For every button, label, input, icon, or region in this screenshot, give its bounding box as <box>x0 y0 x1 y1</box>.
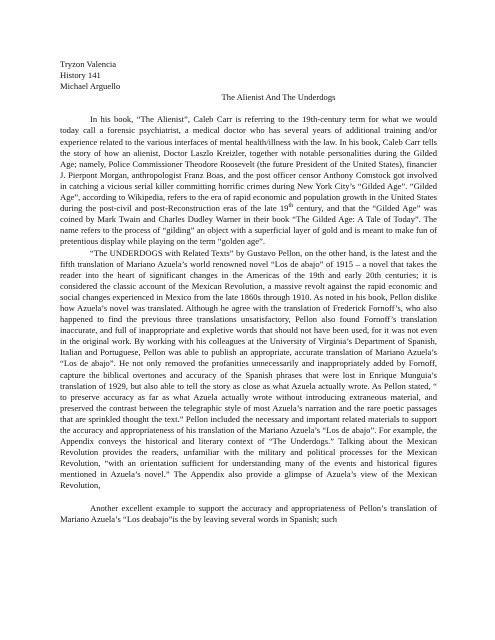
instructor-name: Michael Arguello <box>60 81 121 92</box>
course-name: History 141 <box>60 70 101 81</box>
spacer <box>60 492 437 503</box>
paragraph-1-superscript: th <box>288 203 294 210</box>
essay-title: The Alienist And The Underdogs <box>221 92 336 103</box>
paragraph-2: “The UNDERDOGS with Related Texts” by Gustavo Pellon, on the other hand, is the latest and the fifth translation of Mariano Azuela’s world renowned novel “Los de abajo” of 1915 – a novel that takes the reader into the heart of significant changes in the Americas of the 19th and early 20th centuries; it is considered the classic account of the Mexican Revolution, a massive revolt against the rapid economic and social changes experienced in Mexico from the late 1860s through 1910. As noted in his book, Pellon dislike how Azuela’s novel was translated. Although he agree with the translation of Frederick Fornoff’s, who also happened to find the previous three translations unsatisfactory, Pellon also found Fornoff’s translation inaccurate, and full of inappropriate and expletive words that should not have been used, for it was not even in the original work. By working with his colleagues at the University of Virginia’s Department of Spanish, Italian and Portuguese, Pellon was able to publish an appropriate, accurate translation of Mariano Azuela’s “Los de abajo”. He not only removed the profanities unnecessarily and inappropriately added by Fornoff, capture the biblical overtones and accuracy of the Spanish phrases that were lost in Enrique Munguia’s translation of 1929, but also able to tell the story as close as what Azuela actually wrote. As Pellon stated, “ to preserve accuracy as far as what Azuela actually wrote without introducing extraneous material, and preserved the contrast between the telegraphic style of most Azuela’s narration and the rare poetic passages that are sprinkled thought the text.” Pellon included the necessary and important related materials to support the accuracy and appropriateness of his translation of the Mariano Azuela’s “Los de abajo”. For example, the Appendix conveys the historical and literary context of “The Underdogs.” Talking about the Mexican Revolution provides the readers, unfamiliar with the military and political processes for the Mexican Revolution, “with an orientation sufficient for understanding many of the events and historical figures mentioned in Azuela’s novel.” The Appendix also provide a glimpse of Azuela’s view of the Mexican Revolution, <box>60 247 437 491</box>
paragraph-1 <box>60 114 437 247</box>
spacer <box>60 103 437 114</box>
paragraph-3: Another excellent example to support the accuracy and appropriateness of Pellon’s translation of Mariano Azuela’s “Los deabajo”is the by leaving several words in Spanish; such <box>60 502 437 524</box>
document-page <box>60 59 437 525</box>
paragraph-1-text-a: In his book, “The Alienist”, Caleb Carr is referring to the 19th-century term for what we would today call a forensic psychiatrist, a medical doctor who has several years of additional training and/or experience related to the various interfaces of mental health/illness with the law. In his book, Caleb Carr tells the story of how an alienist, Doctor Laszlo Kreizler, together with notable personalities during the Gilded Age; namely, Police Commissioner Theodore Roosevelt (the future President of the United States), financier J. Pierpont Morgan, anthropologist Franz Boas, and the post officer censor Anthony Comstock got involved in catching a vicious serial killer committing horrific crimes during New York City’s “Gilded Age”. “Gilded Age”, according to Wikipedia, refers to the era of rapid economic and population growth in the United States during the post-civil and post-Reconstruction eras of the late 19 <box>60 114 437 214</box>
author-name: Tryzon Valencia <box>60 59 117 69</box>
paragraph-1-text-b: century, and that the “Gilded Age” was coined by Mark Twain and Charles Dudley Warner in their book “The Gilded Age: A Tale of Today”. The name refers to the process of “gilding” an object with a superficial layer of gold and is meant to make fun of pretentious display while playing on the term “golden age”. <box>60 203 437 247</box>
